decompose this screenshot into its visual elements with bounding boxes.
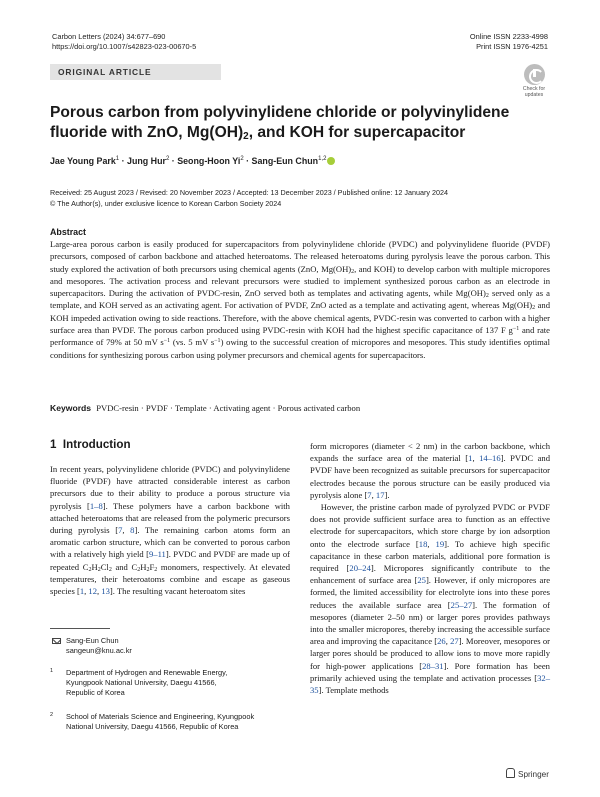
doi-link[interactable]: https://doi.org/10.1007/s42823-023-00670-5 (52, 42, 197, 51)
envelope-icon (52, 638, 61, 644)
print-issn: Print ISSN 1976-4251 (476, 42, 548, 51)
abstract-heading: Abstract (50, 227, 87, 237)
keywords-list: PVDC-resin · PVDF · Template · Activating agent · Porous activated carbon (96, 403, 361, 413)
online-issn: Online ISSN 2233-4998 (469, 32, 548, 41)
publisher-logo (506, 768, 549, 779)
affiliation-1: 1 Department of Hydrogen and Renewable Energy, Kyungpook National University, Daegu 41566, Republic of Korea (50, 668, 228, 697)
footnote-divider (50, 628, 110, 629)
article-type-banner: ORIGINAL ARTICLE (50, 64, 221, 80)
check-for-updates-badge[interactable] (516, 64, 552, 98)
running-header-left (52, 32, 196, 52)
author-name[interactable]: Sang-Eun Chun (251, 156, 319, 166)
check-updates-icon (524, 64, 545, 85)
author-name[interactable]: Jae Young Park (50, 156, 116, 166)
affiliation-number: 1 (50, 668, 54, 674)
check-updates-label: Check for updates (522, 86, 546, 98)
publication-dates (50, 187, 448, 209)
publisher-name: Springer (518, 770, 549, 779)
corresponding-name: Sang-Eun Chun (66, 636, 119, 645)
springer-horse-icon (506, 768, 515, 778)
paper-title: Porous carbon from polyvinylidene chloride or polyvinylidene fluoride with ZnO, $Mg(OH)_2$, and KOH for supercapacitor (50, 104, 510, 142)
section-title: Introduction (62, 438, 131, 451)
intro-column-right: form micropores (diameter < 2 nm) in the carbon backbone, which expands the surface area of the material [1, 14–16]. PVDC and PVDF have been recognized as suitable precursors for supercapacitor electrodes because the porous structure can be easily produced via pyrolysis alone [7, 17]. However, the pristine carbon made of pyrolyzed PVDC or PVDF does not provide sufficient surface area to function as an effective electrode for supercapacitors, which store charge by ion adsorption onto the electrode surface [18, 19]. To achieve high specific capacitance in these carbon materials, additional pore formation is required [20–24]. Micropores significantly contribute to the enhancement of surface area [25]. However, if only micropores are formed, the limited accessibility for electrolyte ions into these pores reduces the available surface area [25–27]. The formation of mesopores (diameter 2–50 nm) or larger pores provides pathways into the smaller micropores, thereby increasing the accessible surface area and improving the capacitance [26, 27]. Moreover, mesopores or larger pores should be produced to allow ions to move more rapidly for high-power applications [28–31]. Pore formation has been primarily achieved using the template and activation processes [32–35]. Template methods (310, 441, 551, 696)
journal-citation: Carbon Letters (2024) 34:677–690 (52, 32, 166, 41)
history-dates: Received: 25 August 2023 / Revised: 20 November 2023 / Accepted: 13 December 2023 / Published online: 12 January 2024 (50, 188, 448, 197)
orcid-icon[interactable] (327, 157, 335, 165)
corresponding-email[interactable]: sangeun@knu.ac.kr (66, 646, 132, 655)
section-number: 1 (50, 438, 57, 451)
author-name[interactable]: Jung Hur (127, 156, 166, 166)
keywords (50, 403, 360, 413)
affiliation-2: 2 School of Materials Science and Engineering, Kyungpook National University, Daegu 41566, Republic of Korea (50, 712, 255, 731)
keywords-label: Keywords (50, 403, 92, 413)
running-header-right (470, 32, 548, 52)
author-name[interactable]: Seong-Hoon Yi (177, 156, 241, 166)
affiliation-number: 2 (50, 712, 54, 718)
abstract-text: Large-area porous carbon is easily produced for supercapacitors from polyvinylidene chloride (PVDC) and polyvinylidene fluoride (PVDF) precursors, composed of carbon backbone and attached heteroatoms. The released heteroatoms during pyrolysis leave the porous carbon. This study explored the activation of both precursors using chemical agents (ZnO, $Mg(OH)_2$, and KOH) to develop carbon with multiple micropores and mesopores. The activation process and relevant precursors were studied to implement synthesized porous carbon as an electrode in supercapacitors. During the activation of PVDC-resin, ZnO served both as templates and activating agents, while $Mg(OH)_2$ served only as a template, and KOH served as an activating agent. For activation of PVDF, ZnO acted as a template and activating agent, whereas $Mg(OH)_2$ and KOH impeded activation owing to side reactions. Therefore, with the above chemical agents, PVDC-resin was converted to carbon with a higher surface area than PVDF. The porous carbon produced using PVDC-resin with KOH had the highest specific capacitance of 137 F $g^{-1}$ and rate performance of 79% at 50 mV $s^{-1}$ (vs. 5 mV $s^{-1}$) owing to the successful creation of micropores and mesopores. This study identifies optimal conditions for synthesizing porous carbon using polymer precursors and chemical agents for supercapacitors. (50, 239, 550, 360)
intro-column-left: In recent years, polyvinylidene chloride (PVDC) and polyvinylidene fluoride (PVDF) have attracted considerable interest as carbon precursors due to their ability to produce a porous structure via pyrolysis [1–8]. These polymers have a carbon backbone with attached heteroatoms that are released from the polymeric precursors during pyrolysis [7, 8]. The remaining carbon atoms form an aromatic carbon structure, which can be converted to porous carbon with a relatively high yield [9–11]. PVDC and PVDF are made up of repeated $C_2H_2Cl_2$ and $C_2H_2F_2$ monomers, respectively. At elevated temperatures, their heteroatoms combine and escape as gaseous species [1, 12, 13]. The resulting vacant heteroatom sites (50, 464, 291, 597)
copyright-line: © The Author(s), under exclusive licence to Korean Carbon Society 2024 (50, 199, 282, 208)
corresponding-author (50, 636, 290, 656)
section-heading (50, 438, 131, 451)
author-list: Jae Young Park$^1$ · Jung Hur$^2$ · Seong-Hoon $Yi^2$ · Sang-Eun Chun$^{1,2}$ (50, 156, 335, 166)
